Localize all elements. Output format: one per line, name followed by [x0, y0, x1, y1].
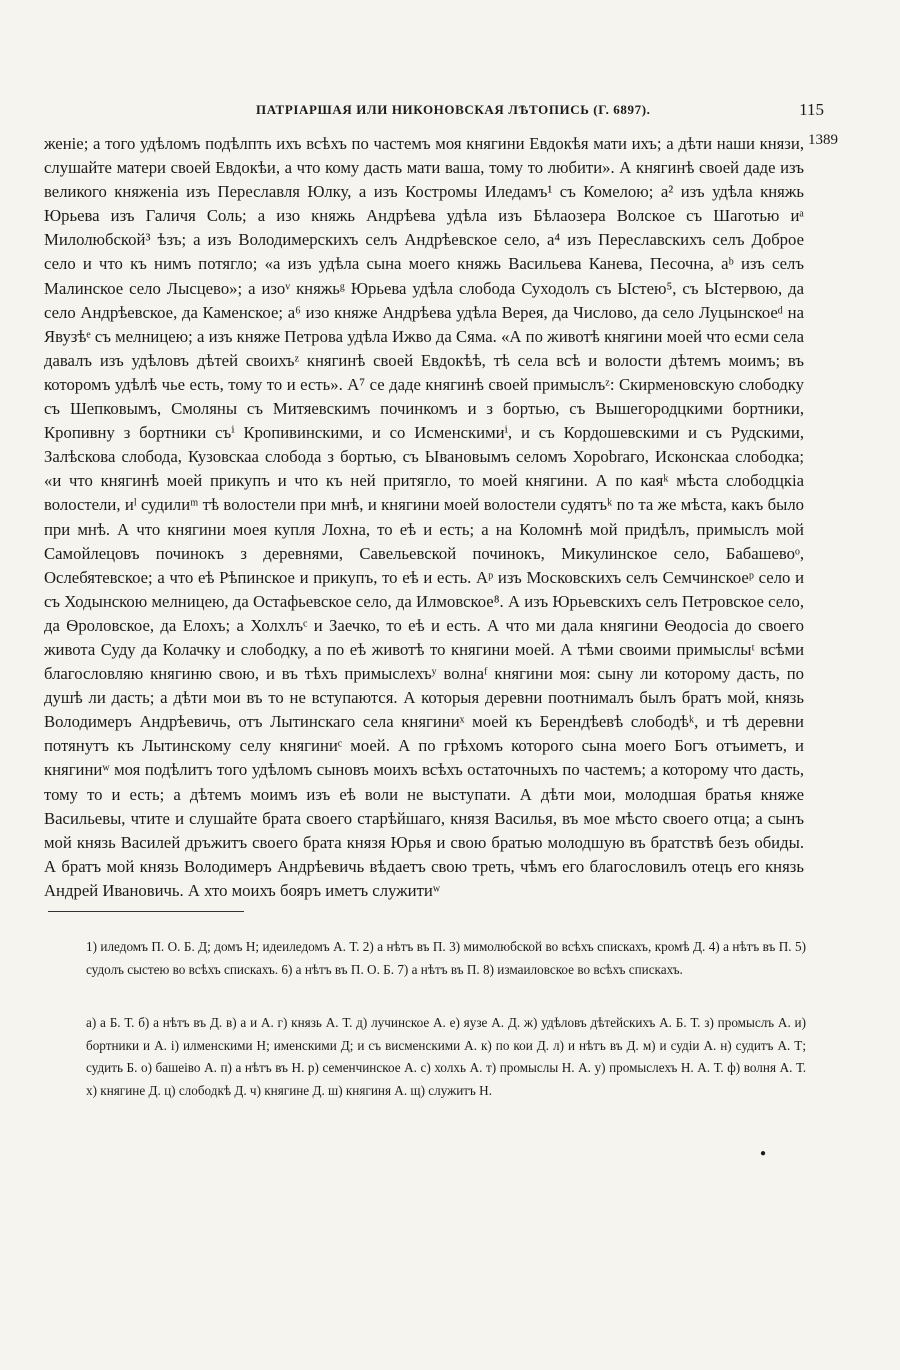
lettered-footnotes	[86, 1012, 806, 1102]
numbered-footnotes	[86, 936, 806, 981]
footnote-divider	[48, 911, 244, 912]
numbered-footnotes-text: 1) иледомъ П. О. Б. Д; домъ Н; идеиледомъ А. Т. 2) а нѣтъ въ П. 3) мимолюбской во всѣхъ спискахъ, кромѣ Д. 4) а нѣтъ въ П. 5) судолъ сыстею во всѣхъ спискахъ. 6) а нѣтъ въ П. О. Б. 7) а нѣтъ въ П. 8) измаиловское во всѣхъ спискахъ.	[86, 939, 806, 977]
lettered-footnotes-text: а) а Б. Т. б) а нѣтъ въ Д. в) а и А. г) князь А. Т. д) лучинское А. е) яузе А. Д. ж) удѣловъ дѣтейскихъ А. Б. Т. з) промыслъ А. и) бортники и А. і) илменскими Н; именскими Д; и съ висменскими А. к) по кои Д. л) и нѣтъ въ Д. м) и судіи А. н) судитъ А. Т; судить Б. о) башеіво А. п) а нѣтъ въ Н. р) семенчинское А. с) холхь А. т) промыслы Н. А. у) промыслехъ Н. А. Т. ф) волня А. Т. х) княгине Д. ц) слободкѣ Д. ч) княгине Д. ш) княгиня А. щ) служитъ Н.	[86, 1015, 806, 1098]
page-number: 115	[799, 100, 824, 119]
running-header	[44, 98, 834, 126]
ink-speck: ●	[760, 1148, 767, 1159]
margin-year: 1389	[808, 132, 838, 148]
running-title: ПАТРIАРШАЯ ИЛИ НИКОНОВСКАЯ ЛѢТОПИСЬ (Г. 6897).	[256, 102, 651, 117]
chronicle-text	[44, 132, 804, 903]
chronicle-paragraph: женіе; а того удѣломъ подѣлпть ихъ всѣхъ по частемъ моя княгини Евдокѣя мати ихъ; а дѣти наши князи, слушайте матери своей Евдокѣи, а что кому дасть мати ваша, тому то любити». А княгинѣ своей даде изъ великого княженіа изъ Переславля Юлку, а изъ Костромы Иледамъ¹ съ Комелою; а² изъ удѣла княжь Юрьева изъ Галичя Соль; а изо княжь Андрѣева удѣла изъ Бѣлаозера Волское съ Шаготью иᵃ Милолюбской³ ѣзъ; а изъ Володимерскихъ селъ Андрѣевское село, а⁴ изъ Переславскихъ селъ Доброе село и что къ нимъ потягло; «а изъ удѣла сына моего княжь Васильева Канева, Песочна, аᵇ изъ селъ Малинское село Лысцево»; а изоᵛ княжьᵍ Юрьева удѣла слобода Суходолъ съ Ыстею⁵, съ Ыстервою, да село Андрѣевское, да Каменское; а⁶ изо княже Андрѣева удѣла Верея, да Числово, да село Луцынскоеᵈ на Явузѣᵉ съ мелницею; а изъ княже Петрова удѣла Ижво да Сяма. «А по животѣ княгини моей что есми села давалъ изъ удѣловъ дѣтей своихъᶻ княгинѣ своей Евдокѣѣ, тѣ села всѣ и волости дѣтемъ моимъ; въ которомъ удѣлѣ чье есть, тому то и есть». А⁷ се даде княгинѣ своей примыслъᶻ: Скирменовскую слободку съ Шепковымъ, Смоляны съ Митяевскимъ починкомъ и з бортью, съ Вышегородцкими бортники, Кропивну з бортники съⁱ Кропивинскими, и со Исменскимиⁱ, и съ Кордошевскими и съ Рудскими, Залѣскова слобода, Кузовскаа слобода з бортью, съ Ывановымъ селомъ Хорobraго, Исконскаа слободка; «и что княгинѣ моей прикупъ и что къ ней притягло, то моей княгини. А по каяᵏ мѣста слободцкіа волостели, иˡ судилиᵐ тѣ волостели при мнѣ, и княгини моей волостели судятъᵏ по та же мѣста, какъ было при мнѣ. А что княгини моея купля Лохна, то еѣ и есть; а на Коломнѣ мой придѣлъ, примыслъ мой Самойлецовъ починокъ з деревнями, Савельевской починокъ, Микулинское село, Бабашевоᵒ, Ослебятевское; а что еѣ Рѣпинское и прикупъ, то еѣ и есть. Аᵖ изъ Московскихъ селъ Семчинскоеᵖ село и съ Ходынскою мелницею, да Остафьевское село, да Илмовское⁸. А изъ Юрьевскихъ селъ Петровское село, да Ѳроловское, да Елохъ; а Холхлъᶜ и Заечко, то еѣ и есть. А что ми дала княгини Ѳеодосіа до своего живота Суду да Колачку и слободку, а по еѣ животѣ то княгини моей. А тѣми своими примыслыᵗ всѣми благословляю княгиню свою, и въ тѣхъ примыслехъʸ волнаᶠ княгини моя: сыну ли которому дасть, по душѣ ли дасть; а дѣти мои въ то не вступаются. А которыя деревни поотнималъ былъ братъ мой, князь Володимеръ Андрѣевичь, отъ Лытинскаго села княгиниˣ моей къ Берендѣевѣ слободѣᵏ, и тѣ деревни потянутъ къ Лытинскому селу княгиниᶜ моей. А по грѣхомъ которого сына моего Богъ отъиметъ, и княгиниʷ моя подѣлитъ того удѣломъ сыновъ моихъ всѣхъ остаточныхъ по частемъ; а которому что дасть, тому то и есть; а дѣтемъ моимъ изъ еѣ воли не выступати. А дѣти мои, молодшая братья княже Васильевы, чтите и слушайте брата своего старѣйшаго, князя Василья, въ мое мѣсто своего отца; а сынъ мой князь Василей дръжитъ своего брата князя Юрья и свою братью молодшую въ братствѣ безъ обиды. А братъ мой князь Володимеръ Андрѣевичь вѣдаетъ свою треть, чѣмъ его благословилъ отецъ его князь Андрей Ивановичь. А хто моихъ бояръ иметъ служитиʷ	[44, 134, 804, 900]
